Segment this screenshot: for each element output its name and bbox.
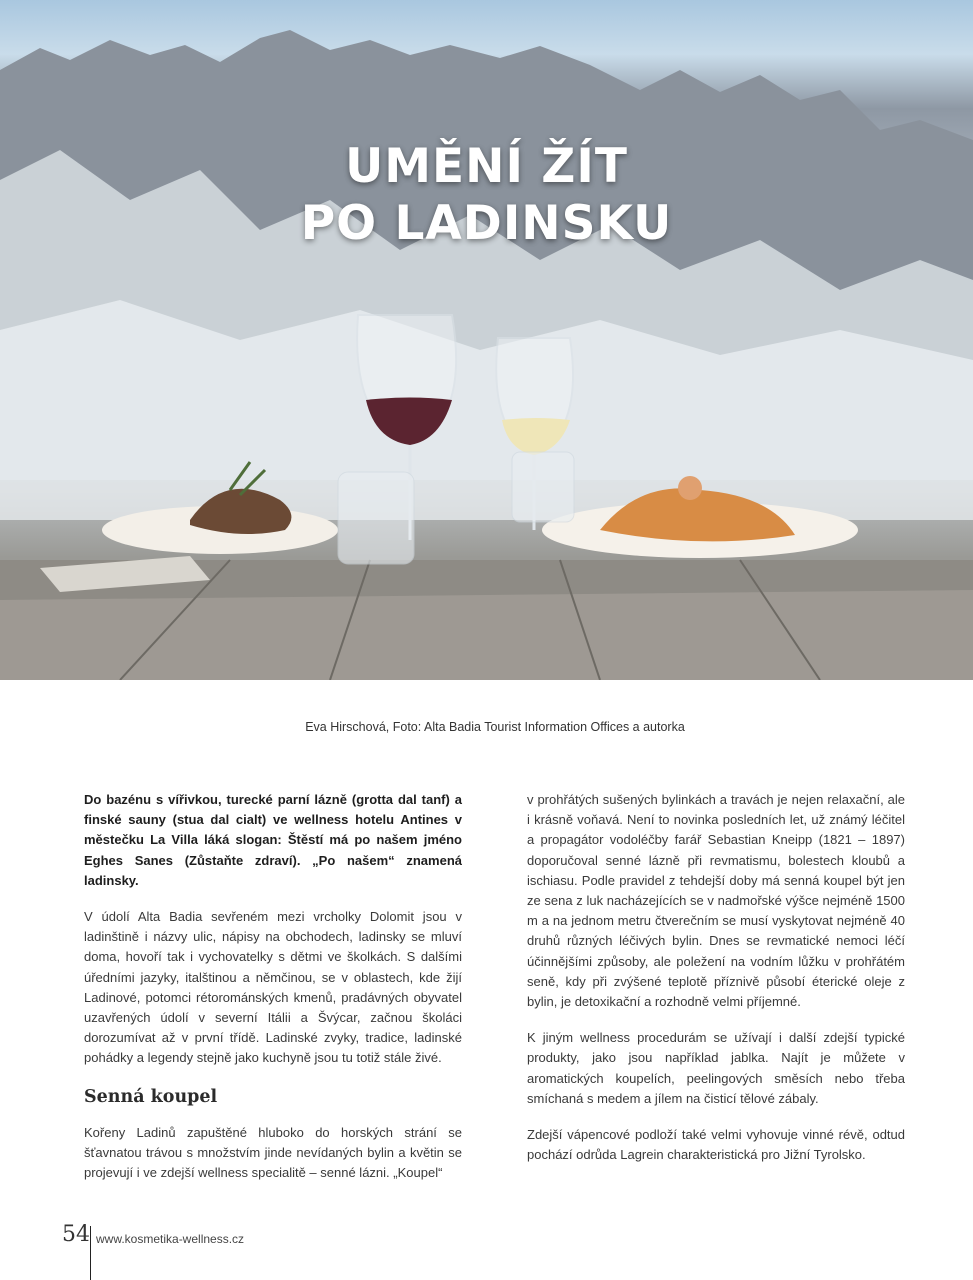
page-number: 54 xyxy=(62,1222,90,1247)
title-line-1: UMĚNÍ ŽÍT xyxy=(345,139,628,194)
body-paragraph-3: v prohřátých sušených bylinkách a travách je nejen relaxační, ale i krásně voňavá. Není to novinka posledních let, už známý léčitel a propagátor vodoléčby farář Sebastian Kneipp (1821 – 1897) doporučoval senné lázně při revmatismu, bolestech kloubů a ischiasu. Podle pravidel z tehdejší doby má senná koupel být jen ze sena z luk nacházejících se v nadmořské výšce nejméně 1500 m a na jednom metru čtverečním se musí vyskytovat nejméně 40 druhů různých léčivých bylin. Dnes se revmatické nemoci léčí účinnějšími způsoby, ale poležení na vodním lůžku v prohřátém seně, kdy při zvýšené teplotě příznivě působí éterické oleje z bylin, je detoxikační a rozhodně velmi příjemné. xyxy=(527,792,905,1010)
table-boards xyxy=(0,590,973,680)
photo-credit: Eva Hirschová, Foto: Alta Badia Tourist Information Offices a autorka xyxy=(305,720,685,734)
body-paragraph-5: Zdejší vápencové podloží také velmi vyhovuje vinné révě, odtud pochází odrůda Lagrein charakteristická pro Jižní Tyrolsko. xyxy=(527,1127,905,1163)
footer-divider xyxy=(90,1226,91,1280)
page-title xyxy=(0,138,973,252)
body-paragraph-4: K jiným wellness procedurám se užívají i další zdejší typické produkty, jako jsou například jablka. Najít je můžete v aromatických koupelích, peelingových směsích nebo třeba smíchaná s medem a jílem na čisticí tělové zábaly. xyxy=(527,1030,905,1106)
right-column xyxy=(527,790,905,1181)
body-paragraph-1: V údolí Alta Badia sevřeném mezi vrcholky Dolomit jsou v ladinštině i názvy ulic, nápisy na obchodech, ladinsky se mluví doma, hovoří tak i vychovatelky s dětmi ve školkách. S dalšími úředními jazyky, italštinou a němčinou, se v oblastech, kde žijí Ladinové, potomci rétorománských kmenů, pradávných obyvatel uzavřených údolí v severní Itálii a Švýcar, začnou školáci dorozumívat až v první třídě. Ladinské zvyky, tradice, ladinské pohádky a legendy stejně jako kuchyně jsou tu totiž stále živé. xyxy=(84,909,462,1066)
lead-paragraph: Do bazénu s vířivkou, turecké parní lázně (grotta dal tanf) a finské sauny (stua dal cialt) ve wellness hotelu Antines v městečku La Villa láká slogan: Štěstí má po našem jméno Eghes Sanes (Zůstaňte zdraví). „Po našem“ znamená ladinsky. xyxy=(84,792,462,888)
water-glass-right xyxy=(512,452,574,522)
footer-url[interactable]: www.kosmetika-wellness.cz xyxy=(96,1232,245,1246)
water-glass-left xyxy=(338,472,414,564)
body-paragraph-2: Kořeny Ladinů zapuštěné hluboko do horských strání se šťavnatou trávou s množstvím jinde nevídaných bylin a květin se projevují i ve zdejší wellness specialitě – senné lázni. „Koupel“ xyxy=(84,1124,462,1181)
section-heading: Senná koupel xyxy=(84,1086,218,1107)
title-line-2: PO LADINSKU xyxy=(300,196,673,251)
left-column xyxy=(84,790,462,1199)
